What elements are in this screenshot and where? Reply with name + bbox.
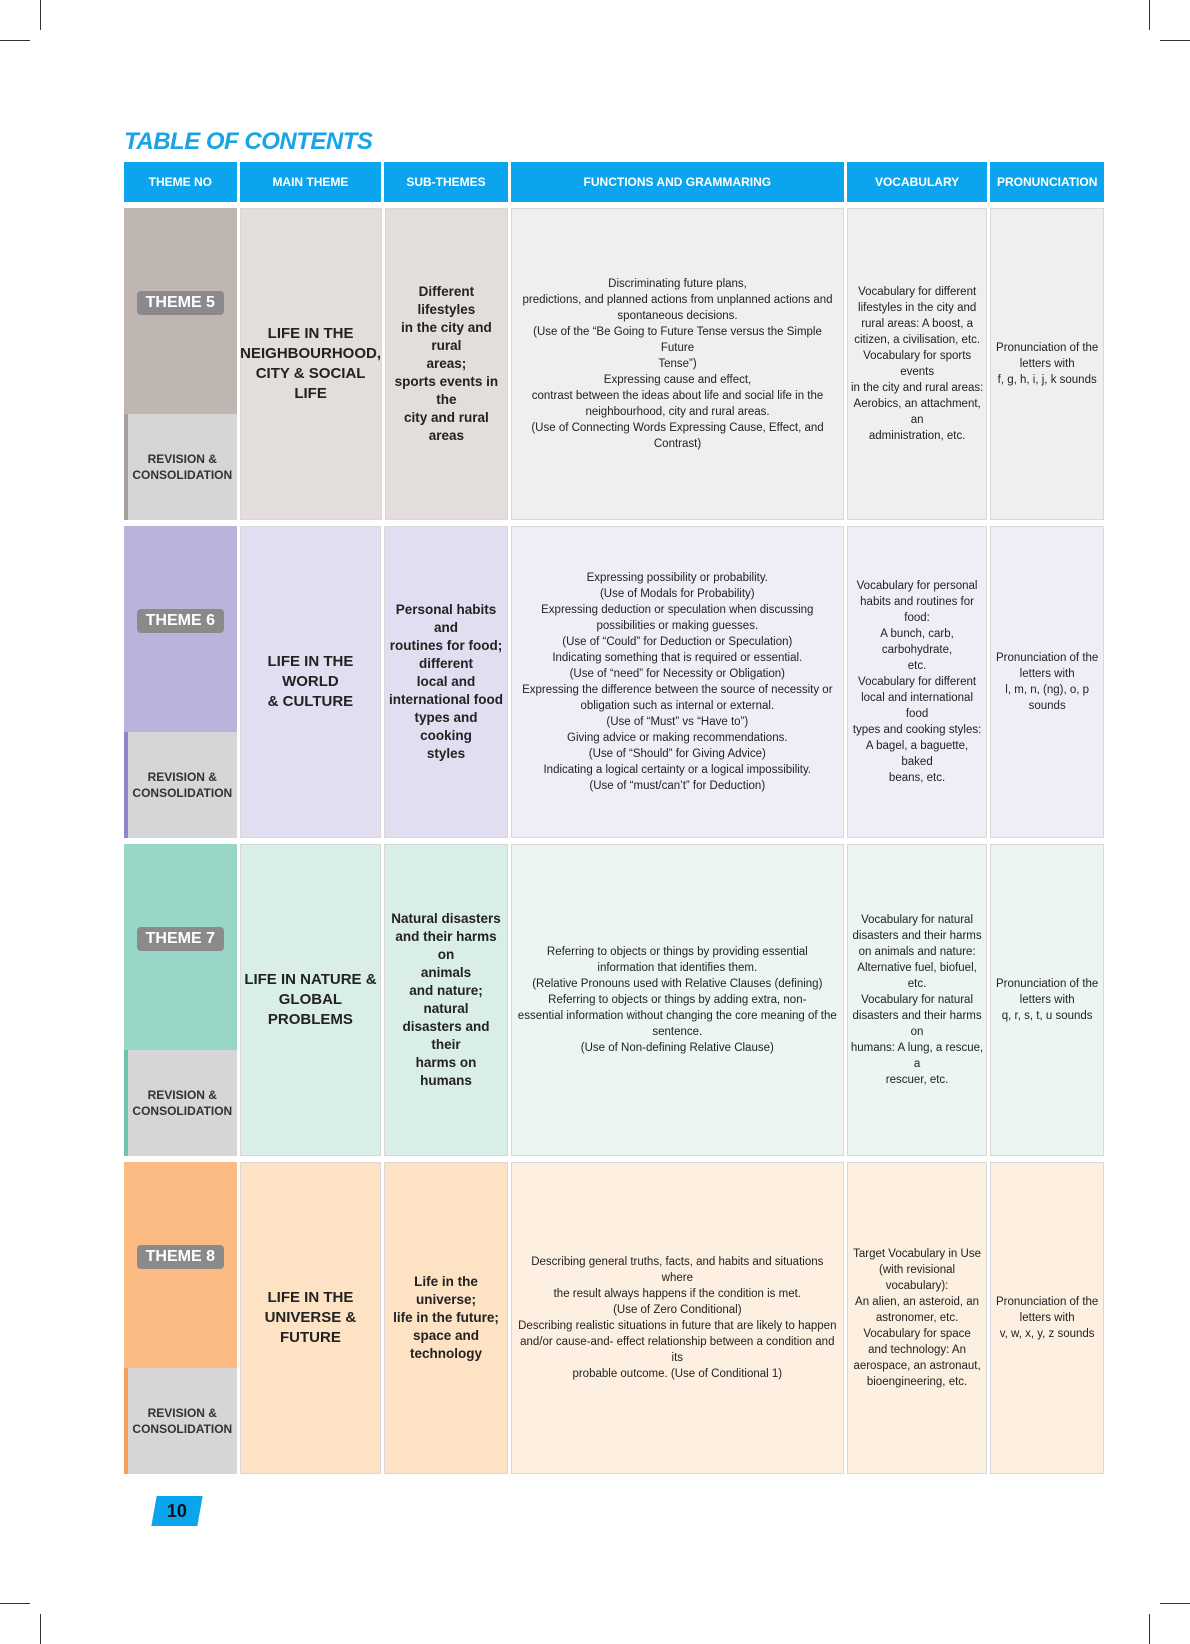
functions-cell: Expressing possibility or probability. (Use of Modals for Probability) Expressing deduction or speculation when discussing possibilities or making guesses. (Use of “Could” for Deduction or Speculation) Indicating something that is required or essential. (Use of “need” for Necessity or Obligation) Expressing the difference between the source of necessity or obligation such as internal or external. (Use of “Must” vs “Have to”) Giving advice or making recommendations. (Use of “Should” for Giving Advice) Indicating a logical certainty or a logical impossibility. (Use of “must/can’t” for Deduction) <box>511 526 844 838</box>
table-row <box>124 208 1104 520</box>
main-theme-cell: LIFE IN NATURE & GLOBAL PROBLEMS <box>240 844 382 1156</box>
header-theme-no: THEME NO <box>124 162 237 202</box>
table-header <box>124 162 1104 202</box>
vocabulary-cell: Vocabulary for natural disasters and their harms on animals and nature: Alternative fuel, biofuel, etc. Vocabulary for natural disasters and their harms on humans: A lung, a rescue, a rescuer, etc. <box>847 844 988 1156</box>
pronunciation-cell: Pronunciation of the letters with l, m, n, (ng), o, p sounds <box>990 526 1104 838</box>
sub-themes-cell: Personal habits and routines for food; different local and international food types and cooking styles <box>384 526 508 838</box>
functions-cell: Discriminating future plans, predictions, and planned actions from unplanned actions and spontaneous decisions. (Use of the “Be Going to Future Tense versus the Simple Future Tense”) Expressing cause and effect, contrast between the ideas about life and social life in the neighbourhood, city and rural areas. (Use of Connecting Words Expressing Cause, Effect, and Contrast) <box>511 208 844 520</box>
revision-label: REVISION & CONSOLIDATION <box>124 1368 237 1474</box>
table-row <box>124 1162 1104 1474</box>
header-pronunciation: PRONUNCIATION <box>990 162 1104 202</box>
theme-badge: THEME 6 <box>137 609 224 633</box>
theme-badge: THEME 7 <box>137 927 224 951</box>
theme-number-cell <box>124 844 237 1156</box>
vocabulary-cell: Vocabulary for personal habits and routines for food: A bunch, carb, carbohydrate, etc. Vocabulary for different local and international food types and cooking styles: A bagel, a baguette, baked beans, etc. <box>847 526 988 838</box>
sub-themes-cell: Life in the universe; life in the future; space and technology <box>384 1162 508 1474</box>
table-row <box>124 526 1104 838</box>
theme-number-cell <box>124 1162 237 1474</box>
main-theme-cell: LIFE IN THE WORLD & CULTURE <box>240 526 382 838</box>
pronunciation-cell: Pronunciation of the letters with q, r, s, t, u sounds <box>990 844 1104 1156</box>
revision-label: REVISION & CONSOLIDATION <box>124 414 237 520</box>
table-row <box>124 844 1104 1156</box>
theme-number-cell <box>124 526 237 838</box>
theme-number-cell <box>124 208 237 520</box>
sub-themes-cell: Natural disasters and their harms on animals and nature; natural disasters and their harms on humans <box>384 844 508 1156</box>
vocabulary-cell: Target Vocabulary in Use (with revisional vocabulary): An alien, an asteroid, an astronomer, etc. Vocabulary for space and technology: An aerospace, an astronaut, bioengineering, etc. <box>847 1162 988 1474</box>
pronunciation-cell: Pronunciation of the letters with f, g, h, i, j, k sounds <box>990 208 1104 520</box>
pronunciation-cell: Pronunciation of the letters with v, w, x, y, z sounds <box>990 1162 1104 1474</box>
header-vocabulary: VOCABULARY <box>847 162 988 202</box>
functions-cell: Describing general truths, facts, and habits and situations where the result always happens if the condition is met. (Use of Zero Conditional) Describing realistic situations in future that are likely to happen and/or cause-and- effect relationship between a condition and its probable outcome. (Use of Conditional 1) <box>511 1162 844 1474</box>
header-main-theme: MAIN THEME <box>240 162 382 202</box>
theme-badge: THEME 5 <box>137 291 224 315</box>
main-theme-cell: LIFE IN THE UNIVERSE & FUTURE <box>240 1162 382 1474</box>
revision-label: REVISION & CONSOLIDATION <box>124 1050 237 1156</box>
revision-label: REVISION & CONSOLIDATION <box>124 732 237 838</box>
functions-cell: Referring to objects or things by providing essential information that identifies them. (Relative Pronouns used with Relative Clauses (defining) Referring to objects or things by adding extra, non- essential information without changing the core meaning of the sentence. (Use of Non-defining Relative Clause) <box>511 844 844 1156</box>
toc-table <box>124 162 1104 1436</box>
header-functions: FUNCTIONS AND GRAMMARING <box>511 162 844 202</box>
theme-badge: THEME 8 <box>137 1245 224 1269</box>
vocabulary-cell: Vocabulary for different lifestyles in the city and rural areas: A boost, a citizen, a civilisation, etc. Vocabulary for sports events in the city and rural areas: Aerobics, an attachment, an administration, etc. <box>847 208 987 520</box>
sub-themes-cell: Different lifestyles in the city and rural areas; sports events in the city and rural areas <box>385 208 509 520</box>
page-number: 10 <box>151 1496 202 1526</box>
page-title: TABLE OF CONTENTS <box>124 128 373 155</box>
main-theme-cell: LIFE IN THE NEIGHBOURHOOD, CITY & SOCIAL LIFE <box>240 208 382 520</box>
header-sub-themes: SUB-THEMES <box>384 162 508 202</box>
